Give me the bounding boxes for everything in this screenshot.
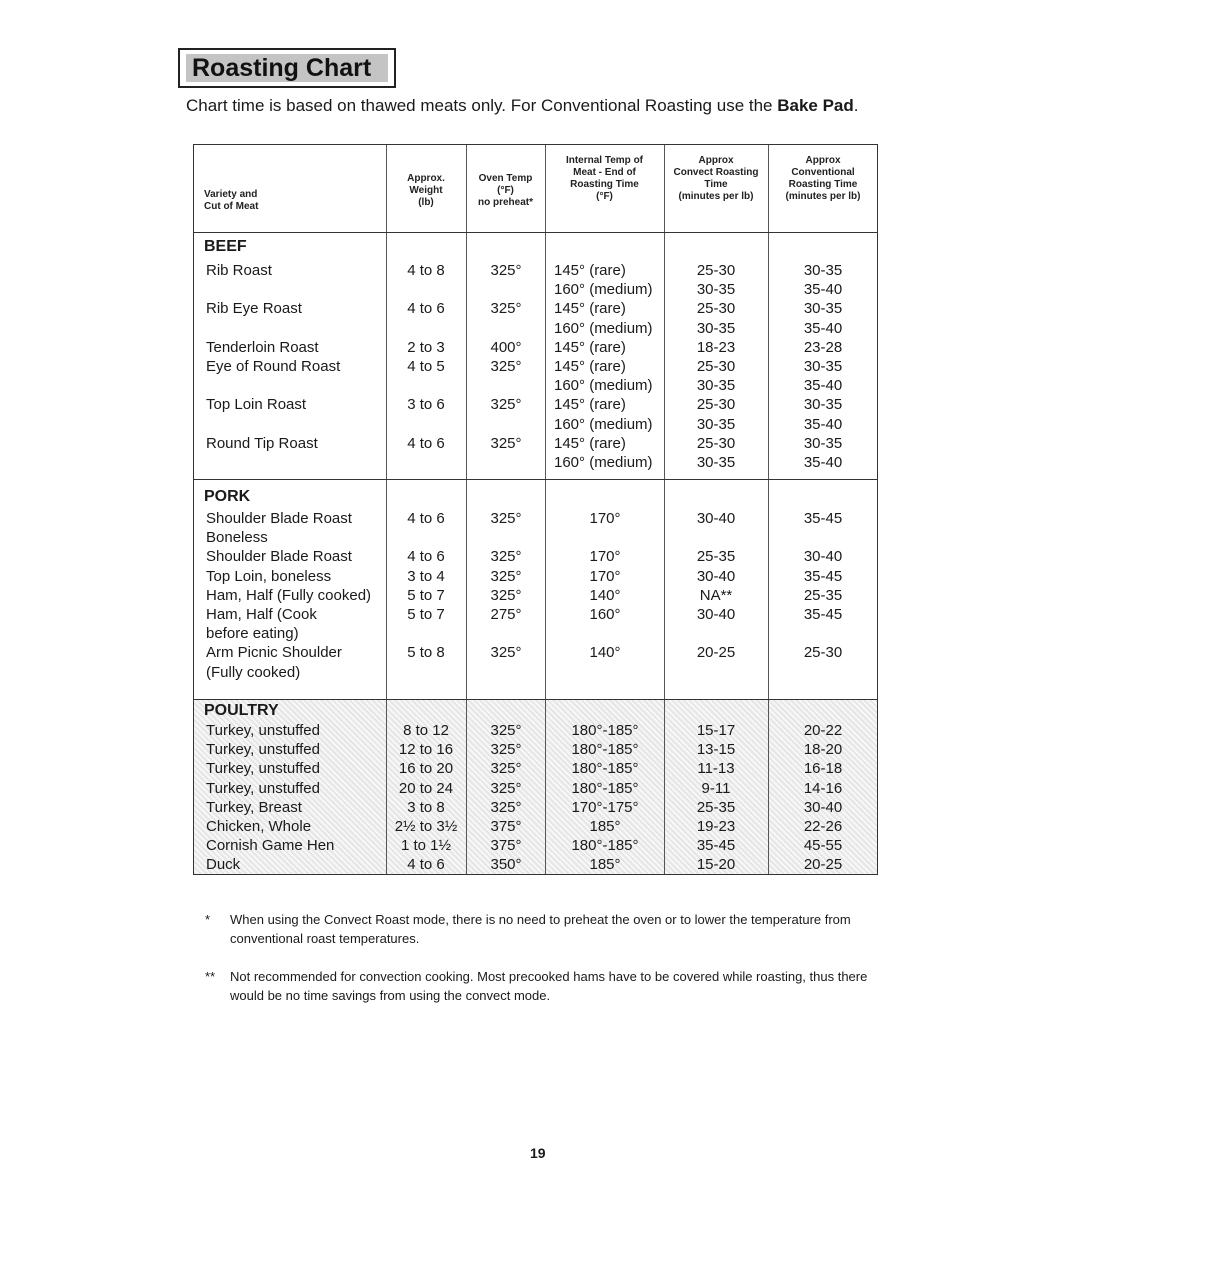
table-row xyxy=(194,663,877,683)
row-convect-time: 13-15 xyxy=(696,741,736,759)
table-row xyxy=(194,434,877,454)
row-cut-name: Ham, Half (Cook xyxy=(206,606,317,623)
footnote-mark: ** xyxy=(205,969,216,984)
row-internal-temp: 145° (rare) xyxy=(554,262,626,279)
row-cut-name: Eye of Round Roast xyxy=(206,358,341,375)
row-internal-temp: 140° xyxy=(589,586,621,604)
row-convect-time: 25-35 xyxy=(696,798,736,816)
table-row xyxy=(194,547,877,567)
table-row xyxy=(194,357,877,377)
row-convect-time: 15-17 xyxy=(696,722,736,739)
table-row xyxy=(194,453,877,473)
row-conventional-time: 30-35 xyxy=(803,300,843,318)
row-convect-time: 25-30 xyxy=(696,262,736,279)
row-conventional-time: 35-40 xyxy=(803,319,843,337)
row-conventional-time: 22-26 xyxy=(803,818,843,835)
row-cut-name: Ham, Half (Fully cooked) xyxy=(206,586,372,604)
row-weight: 3 to 8 xyxy=(407,798,445,816)
row-conventional-time: 35-45 xyxy=(803,510,843,527)
row-weight: 4 to 5 xyxy=(407,358,445,375)
row-conventional-time: 20-22 xyxy=(803,722,843,739)
row-convect-time: 30-40 xyxy=(696,606,736,623)
row-oven-temp: 325° xyxy=(490,548,522,566)
table-row xyxy=(194,624,877,644)
row-internal-temp: 185° xyxy=(589,856,621,874)
row-internal-temp: 180°-185° xyxy=(571,779,639,797)
row-oven-temp: 400° xyxy=(490,338,522,356)
header-rule xyxy=(194,232,877,233)
row-oven-temp: 325° xyxy=(490,760,522,778)
row-internal-temp: 170° xyxy=(589,567,621,585)
header-variety: Variety and Cut of Meat xyxy=(204,189,259,212)
row-oven-temp: 325° xyxy=(490,358,522,375)
row-conventional-time: 35-45 xyxy=(803,606,843,623)
row-convect-time: 30-40 xyxy=(696,510,736,527)
table-row xyxy=(194,836,877,856)
row-cut-name: Turkey, Breast xyxy=(206,798,302,816)
row-conventional-time: 35-45 xyxy=(803,567,843,585)
row-conventional-time: 35-40 xyxy=(803,415,843,433)
row-weight: 8 to 12 xyxy=(403,722,449,739)
row-internal-temp: 185° xyxy=(589,818,621,835)
row-cut-name: Duck xyxy=(206,856,241,874)
row-internal-temp: 160° (medium) xyxy=(554,454,653,471)
row-internal-temp: 145° (rare) xyxy=(554,396,626,414)
row-internal-temp: 160° (medium) xyxy=(554,377,653,395)
footnote-text: Not recommended for convection cooking. Most precooked hams have to be covered while roasting, thus there would be no time savings from using the convect mode. xyxy=(230,969,868,1003)
row-weight: 4 to 6 xyxy=(407,548,445,566)
row-oven-temp: 325° xyxy=(490,644,522,662)
table-row xyxy=(194,798,877,818)
footnote-text: When using the Convect Roast mode, there is no need to preheat the oven or to lower the temperature from conventional roast temperatures. xyxy=(230,912,851,946)
pork-rule xyxy=(194,699,877,700)
row-internal-temp: 170° xyxy=(589,548,621,566)
row-conventional-time: 18-20 xyxy=(803,741,843,759)
row-weight: 5 to 7 xyxy=(407,586,445,604)
row-internal-temp: 160° (medium) xyxy=(554,281,653,299)
row-cut-name: Turkey, unstuffed xyxy=(206,760,320,778)
title-box xyxy=(178,48,396,88)
row-cut-name: Turkey, unstuffed xyxy=(206,779,320,797)
row-convect-time: 30-35 xyxy=(696,281,736,299)
table-row xyxy=(194,319,877,339)
row-convect-time: 30-40 xyxy=(696,567,736,585)
row-internal-temp: 160° (medium) xyxy=(554,415,653,433)
row-weight: 2½ to 3½ xyxy=(394,818,458,835)
row-conventional-time: 23-28 xyxy=(803,338,843,356)
row-weight: 3 to 6 xyxy=(407,396,445,414)
beef-rule xyxy=(194,479,877,480)
row-conventional-time: 30-35 xyxy=(803,358,843,375)
footnote-mark: * xyxy=(205,912,211,927)
row-weight: 4 to 6 xyxy=(407,434,445,452)
row-weight: 2 to 3 xyxy=(407,338,445,356)
row-cut-name: Arm Picnic Shoulder xyxy=(206,644,342,662)
row-oven-temp: 375° xyxy=(490,837,522,855)
row-convect-time: 30-35 xyxy=(696,415,736,433)
row-convect-time: 25-30 xyxy=(696,358,736,375)
row-cut-name: Top Loin, boneless xyxy=(206,567,332,585)
row-cut-name: Boneless xyxy=(206,529,268,547)
row-convect-time: 11-13 xyxy=(697,760,735,778)
header-weight: Approx. Weight (lb) xyxy=(407,173,445,208)
row-internal-temp: 140° xyxy=(589,644,621,662)
table-row xyxy=(194,415,877,435)
table-row xyxy=(194,395,877,415)
row-oven-temp: 325° xyxy=(490,510,522,527)
row-convect-time: 19-23 xyxy=(696,818,736,835)
row-convect-time: 20-25 xyxy=(696,644,736,662)
row-oven-temp: 325° xyxy=(490,722,522,739)
table-row xyxy=(194,605,877,625)
row-conventional-time: 45-55 xyxy=(803,837,843,855)
table-row xyxy=(194,721,877,741)
row-weight: 4 to 6 xyxy=(407,856,445,874)
row-weight: 5 to 8 xyxy=(407,644,445,662)
intro-main: Chart time is based on thawed meats only. For Conventional Roasting use the xyxy=(186,96,778,115)
row-cut-name: Chicken, Whole xyxy=(206,818,312,835)
row-convect-time: 9-11 xyxy=(701,779,731,797)
row-oven-temp: 375° xyxy=(490,818,522,835)
row-oven-temp: 325° xyxy=(490,586,522,604)
table-row xyxy=(194,509,877,529)
header-conventional-time: Approx Conventional Roasting Time (minutes per lb) xyxy=(785,155,861,202)
table-row xyxy=(194,855,877,875)
row-weight: 4 to 8 xyxy=(407,262,445,279)
table-row xyxy=(194,299,877,319)
row-oven-temp: 350° xyxy=(490,856,522,874)
row-convect-time: 18-23 xyxy=(696,338,736,356)
row-convect-time: 30-35 xyxy=(696,454,736,471)
row-conventional-time: 30-35 xyxy=(803,434,843,452)
table-row xyxy=(194,261,877,281)
row-cut-name: Rib Roast xyxy=(206,262,272,279)
table-row xyxy=(194,280,877,300)
row-internal-temp: 145° (rare) xyxy=(554,358,626,375)
row-internal-temp: 145° (rare) xyxy=(554,434,626,452)
row-cut-name: Top Loin Roast xyxy=(206,396,307,414)
row-oven-temp: 325° xyxy=(490,262,522,279)
row-convect-time: 25-30 xyxy=(696,300,736,318)
row-cut-name: Shoulder Blade Roast xyxy=(206,548,352,566)
row-internal-temp: 180°-185° xyxy=(571,837,639,855)
table-row xyxy=(194,779,877,799)
row-conventional-time: 30-35 xyxy=(803,262,843,279)
row-internal-temp: 180°-185° xyxy=(571,741,639,759)
row-oven-temp: 275° xyxy=(490,606,522,623)
row-weight: 5 to 7 xyxy=(407,606,445,623)
row-cut-name: Cornish Game Hen xyxy=(206,837,335,855)
row-internal-temp: 145° (rare) xyxy=(554,338,626,356)
row-internal-temp: 170°-175° xyxy=(571,798,639,816)
row-internal-temp: 170° xyxy=(589,510,621,527)
row-cut-name: Shoulder Blade Roast xyxy=(206,510,352,527)
row-oven-temp: 325° xyxy=(490,798,522,816)
row-convect-time: 30-35 xyxy=(696,319,736,337)
table-row xyxy=(194,740,877,760)
row-oven-temp: 325° xyxy=(490,779,522,797)
row-internal-temp: 180°-185° xyxy=(571,760,639,778)
row-cut-name: Turkey, unstuffed xyxy=(206,741,320,759)
table-row xyxy=(194,759,877,779)
row-convect-time: 25-30 xyxy=(696,396,736,414)
row-conventional-time: 16-18 xyxy=(803,760,843,778)
row-convect-time: 30-35 xyxy=(696,377,736,395)
row-oven-temp: 325° xyxy=(490,567,522,585)
page-number: 19 xyxy=(530,1145,546,1161)
row-oven-temp: 325° xyxy=(490,396,522,414)
row-oven-temp: 325° xyxy=(490,741,522,759)
row-weight: 12 to 16 xyxy=(398,741,454,759)
row-conventional-time: 35-40 xyxy=(803,377,843,395)
row-internal-temp: 160° xyxy=(589,606,621,623)
table-row xyxy=(194,586,877,606)
row-weight: 20 to 24 xyxy=(398,779,454,797)
table-row xyxy=(194,528,877,548)
row-cut-name: Rib Eye Roast xyxy=(206,300,302,318)
intro-text xyxy=(186,96,859,116)
row-weight: 16 to 20 xyxy=(398,760,454,778)
intro-end: . xyxy=(853,96,859,115)
row-conventional-time: 14-16 xyxy=(803,779,843,797)
row-weight: 1 to 1½ xyxy=(400,837,452,855)
row-convect-time: 15-20 xyxy=(696,856,736,874)
row-cut-name: Turkey, unstuffed xyxy=(206,722,320,739)
row-conventional-time: 30-35 xyxy=(803,396,843,414)
row-conventional-time: 25-35 xyxy=(803,586,843,604)
header-internal-temp: Internal Temp of Meat - End of Roasting Time (°F) xyxy=(565,155,644,202)
row-cut-name: (Fully cooked) xyxy=(206,663,301,681)
row-convect-time: 25-35 xyxy=(696,548,736,566)
roasting-table xyxy=(193,144,878,875)
row-conventional-time: 20-25 xyxy=(803,856,843,874)
row-convect-time: 35-45 xyxy=(696,837,736,855)
page-title: Roasting Chart xyxy=(186,54,388,82)
row-cut-name: before eating) xyxy=(206,625,299,643)
row-conventional-time: 25-30 xyxy=(803,644,843,662)
header-oven-temp: Oven Temp (°F) no preheat* xyxy=(477,173,533,208)
row-convect-time: 25-30 xyxy=(696,434,736,452)
table-row xyxy=(194,817,877,837)
row-conventional-time: 35-40 xyxy=(803,454,843,471)
row-weight: 4 to 6 xyxy=(407,510,445,527)
row-conventional-time: 30-40 xyxy=(803,548,843,566)
row-weight: 3 to 4 xyxy=(407,567,445,585)
section-beef: BEEF xyxy=(204,238,247,255)
row-cut-name: Round Tip Roast xyxy=(206,434,318,452)
header-convect-time: Approx Convect Roasting Time (minutes per lb) xyxy=(673,155,759,202)
section-poultry: POULTRY xyxy=(204,702,279,719)
row-weight: 4 to 6 xyxy=(407,300,445,318)
row-cut-name: Tenderloin Roast xyxy=(206,338,319,356)
row-internal-temp: 180°-185° xyxy=(571,722,639,739)
row-oven-temp: 325° xyxy=(490,434,522,452)
row-conventional-time: 30-40 xyxy=(803,798,843,816)
table-row xyxy=(194,643,877,663)
table-row xyxy=(194,567,877,587)
row-convect-time: NA** xyxy=(699,586,733,604)
intro-bold: Bake Pad xyxy=(777,96,854,115)
row-internal-temp: 145° (rare) xyxy=(554,300,626,318)
row-conventional-time: 35-40 xyxy=(803,281,843,299)
table-row xyxy=(194,338,877,358)
section-pork: PORK xyxy=(204,488,251,505)
row-oven-temp: 325° xyxy=(490,300,522,318)
row-internal-temp: 160° (medium) xyxy=(554,319,653,337)
table-row xyxy=(194,376,877,396)
